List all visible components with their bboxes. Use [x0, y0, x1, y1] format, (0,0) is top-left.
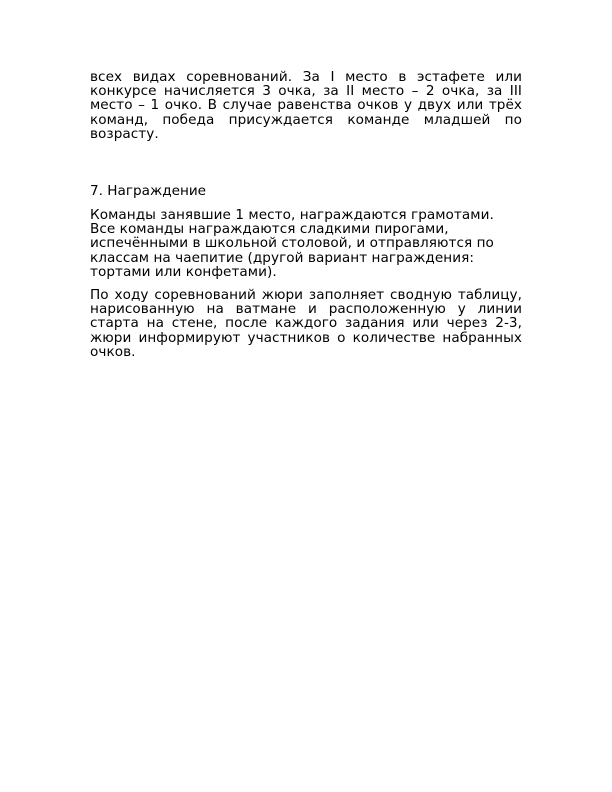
awards-paragraph: Команды занявшие 1 место, награждаются грамотами. Все команды награждаются сладкими пирогами, испечёнными в школьной столовой, и отправляются по классам на чаепитие (другой вариант награждения: тортами или конфетами). — [90, 207, 494, 280]
jury-paragraph: По ходу соревнований жюри заполняет сводную таблицу, нарисованную на ватмане и расположенную у линии старта на стене, после каждого задания или через 2-3, жюри информируют участников о количестве набранных очков. — [90, 287, 522, 360]
scoring-paragraph: всех видах соревнований. За I место в эстафете или конкурсе начисляется 3 очка, за II место – 2 очка, за III место – 1 очко. В случае равенства очков у двух или трёх команд, победа присуждается команде младшей по возрасту. — [90, 69, 522, 142]
document-page — [90, 70, 522, 359]
section-heading-awards: 7. Награждение — [90, 183, 207, 200]
